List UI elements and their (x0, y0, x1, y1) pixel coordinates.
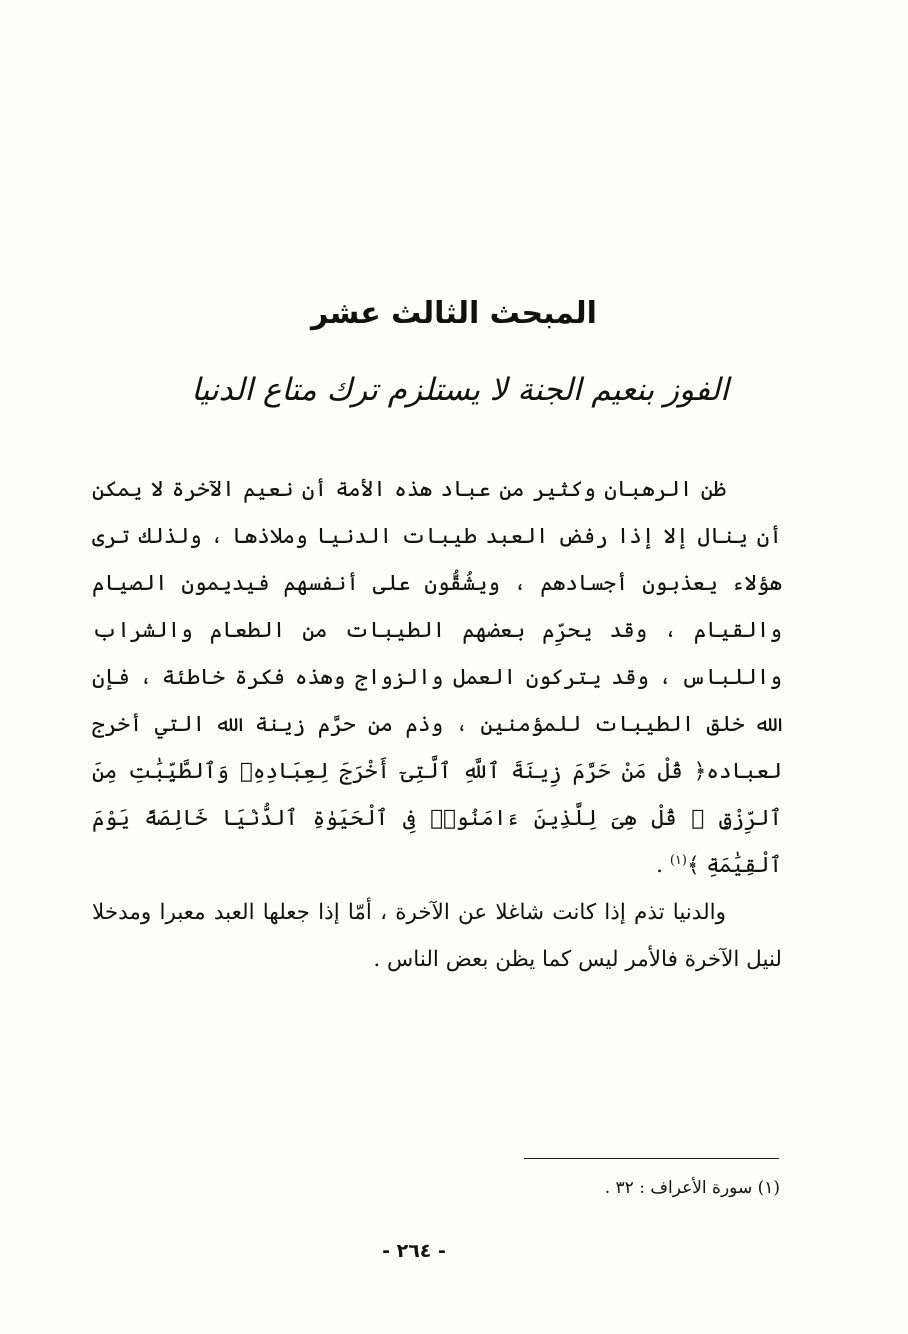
section-subheading: الفوز بنعيم الجنة لا يستلزم ترك متاع الدنيا (191, 372, 729, 408)
page-number: - ٢٦٤ - (382, 1240, 446, 1262)
section-heading: المبحث الثالث عشر (311, 296, 597, 331)
footnote-reference: (١) (669, 852, 687, 868)
footnote: (١) سورة الأعراف : ٣٢ . (604, 1178, 780, 1198)
paragraph-1 (92, 466, 782, 889)
paragraph-1-end: . (656, 853, 670, 878)
paragraph-2: والدنيا تذم إذا كانت شاغلا عن الآخرة ، أمّا إذا جعلها العبد معبرا ومدخلا لنيل الآخرة فالأمر ليس كما يظن بعض الناس . (92, 900, 782, 972)
paragraph-1-text: ظن الرهبان وكثير من عباد هذه الأمة أن نعيم الآخرة لا يمكن أن ينال إلا إذا رفض العبد طيبات الدنيا وملاذها ، ولذلك ترى هؤلاء يعذبون أجسادهم ، ويشُقُّون على أنفسهم فيديمون الصيام والقيام ، وقد يحرِّم بعضهم الطيبات من الطعام والشراب واللباس ، وقد يتركون العمل والزواج وهذه فكرة خاطئة ، فإن الله خلق الطيبات للمؤمنين ، وذم من حرَّم زينة الله التي أخرج لعباده (92, 477, 782, 784)
footnote-divider (524, 1158, 779, 1159)
quran-verse: ﴿ قُلْ مَنْ حَرَّمَ زِينَةَ ٱللَّهِ ٱلَّتِىٓ أَخْرَجَ لِعِبَادِهِۦ وَٱلطَّيِّبَٰتِ مِنَ ٱلرِّزْقِ ۚ قُلْ هِىَ لِلَّذِينَ ءَامَنُوا۟ فِى ٱلْحَيَوٰةِ ٱلدُّنْيَا خَالِصَةً يَوْمَ ٱلْقِيَٰمَةِ ﴾ (92, 759, 782, 878)
body-text (92, 466, 782, 983)
